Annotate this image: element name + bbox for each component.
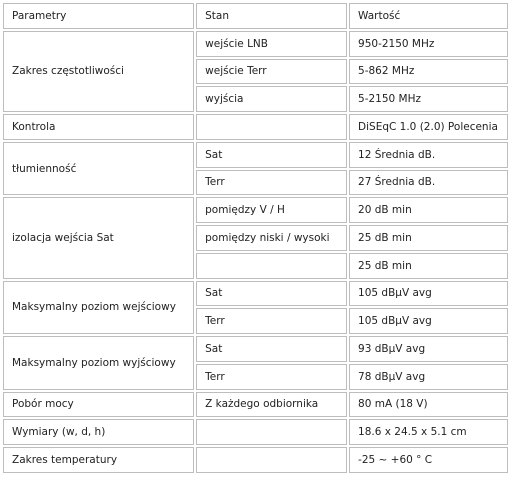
table-row [3, 447, 508, 473]
cell-wartosc: 5-2150 MHz [349, 86, 508, 112]
header-wartosc: Wartość [349, 3, 508, 29]
cell-stan: Sat [196, 281, 347, 307]
row-label-kontrola: Kontrola [3, 114, 194, 140]
header-param: Parametry [3, 3, 194, 29]
header-stan: Stan [196, 3, 347, 29]
cell-wartosc: 93 dBµV avg [349, 336, 508, 362]
row-label-max-wejsciowy: Maksymalny poziom wejściowy [3, 281, 194, 335]
table-row [3, 336, 508, 362]
cell-wartosc: 950-2150 MHz [349, 31, 508, 57]
cell-stan: wejście Terr [196, 59, 347, 85]
table-row [3, 419, 508, 445]
cell-wartosc: 105 dBµV avg [349, 308, 508, 334]
cell-wartosc: 18.6 x 24.5 x 5.1 cm [349, 419, 508, 445]
cell-stan [196, 447, 347, 473]
row-label-tlumiennosc: tłumienność [3, 142, 194, 196]
cell-stan [196, 114, 347, 140]
row-label-temperatura: Zakres temperatury [3, 447, 194, 473]
cell-stan: Z każdego odbiornika [196, 392, 347, 418]
cell-wartosc: 20 dB min [349, 197, 508, 223]
cell-wartosc: 105 dBµV avg [349, 281, 508, 307]
table-row [3, 392, 508, 418]
cell-stan: wejście LNB [196, 31, 347, 57]
cell-wartosc: 25 dB min [349, 225, 508, 251]
row-label-max-wyjsciowy: Maksymalny poziom wyjściowy [3, 336, 194, 390]
table-row [3, 114, 508, 140]
cell-wartosc: -25 ~ +60 ° C [349, 447, 508, 473]
table-row [3, 142, 508, 168]
specs-table [1, 1, 510, 475]
cell-stan: Sat [196, 142, 347, 168]
cell-wartosc: 12 Średnia dB. [349, 142, 508, 168]
cell-stan: Terr [196, 170, 347, 196]
cell-stan: pomiędzy V / H [196, 197, 347, 223]
cell-wartosc: 25 dB min [349, 253, 508, 279]
table-row [3, 31, 508, 57]
row-label-zakres: Zakres częstotliwości [3, 31, 194, 112]
cell-stan: Terr [196, 308, 347, 334]
cell-stan: wyjścia [196, 86, 347, 112]
cell-stan [196, 253, 347, 279]
table-row [3, 197, 508, 223]
cell-stan [196, 419, 347, 445]
row-label-pobor: Pobór mocy [3, 392, 194, 418]
cell-wartosc: 27 Średnia dB. [349, 170, 508, 196]
cell-wartosc: 78 dBµV avg [349, 364, 508, 390]
table-row [3, 281, 508, 307]
row-label-izolacja: izolacja wejścia Sat [3, 197, 194, 278]
cell-stan: pomiędzy niski / wysoki [196, 225, 347, 251]
row-label-wymiary: Wymiary (w, d, h) [3, 419, 194, 445]
cell-stan: Sat [196, 336, 347, 362]
cell-wartosc: 80 mA (18 V) [349, 392, 508, 418]
table-header-row [3, 3, 508, 29]
cell-stan: Terr [196, 364, 347, 390]
cell-wartosc: 5-862 MHz [349, 59, 508, 85]
cell-wartosc: DiSEqC 1.0 (2.0) Polecenia [349, 114, 508, 140]
